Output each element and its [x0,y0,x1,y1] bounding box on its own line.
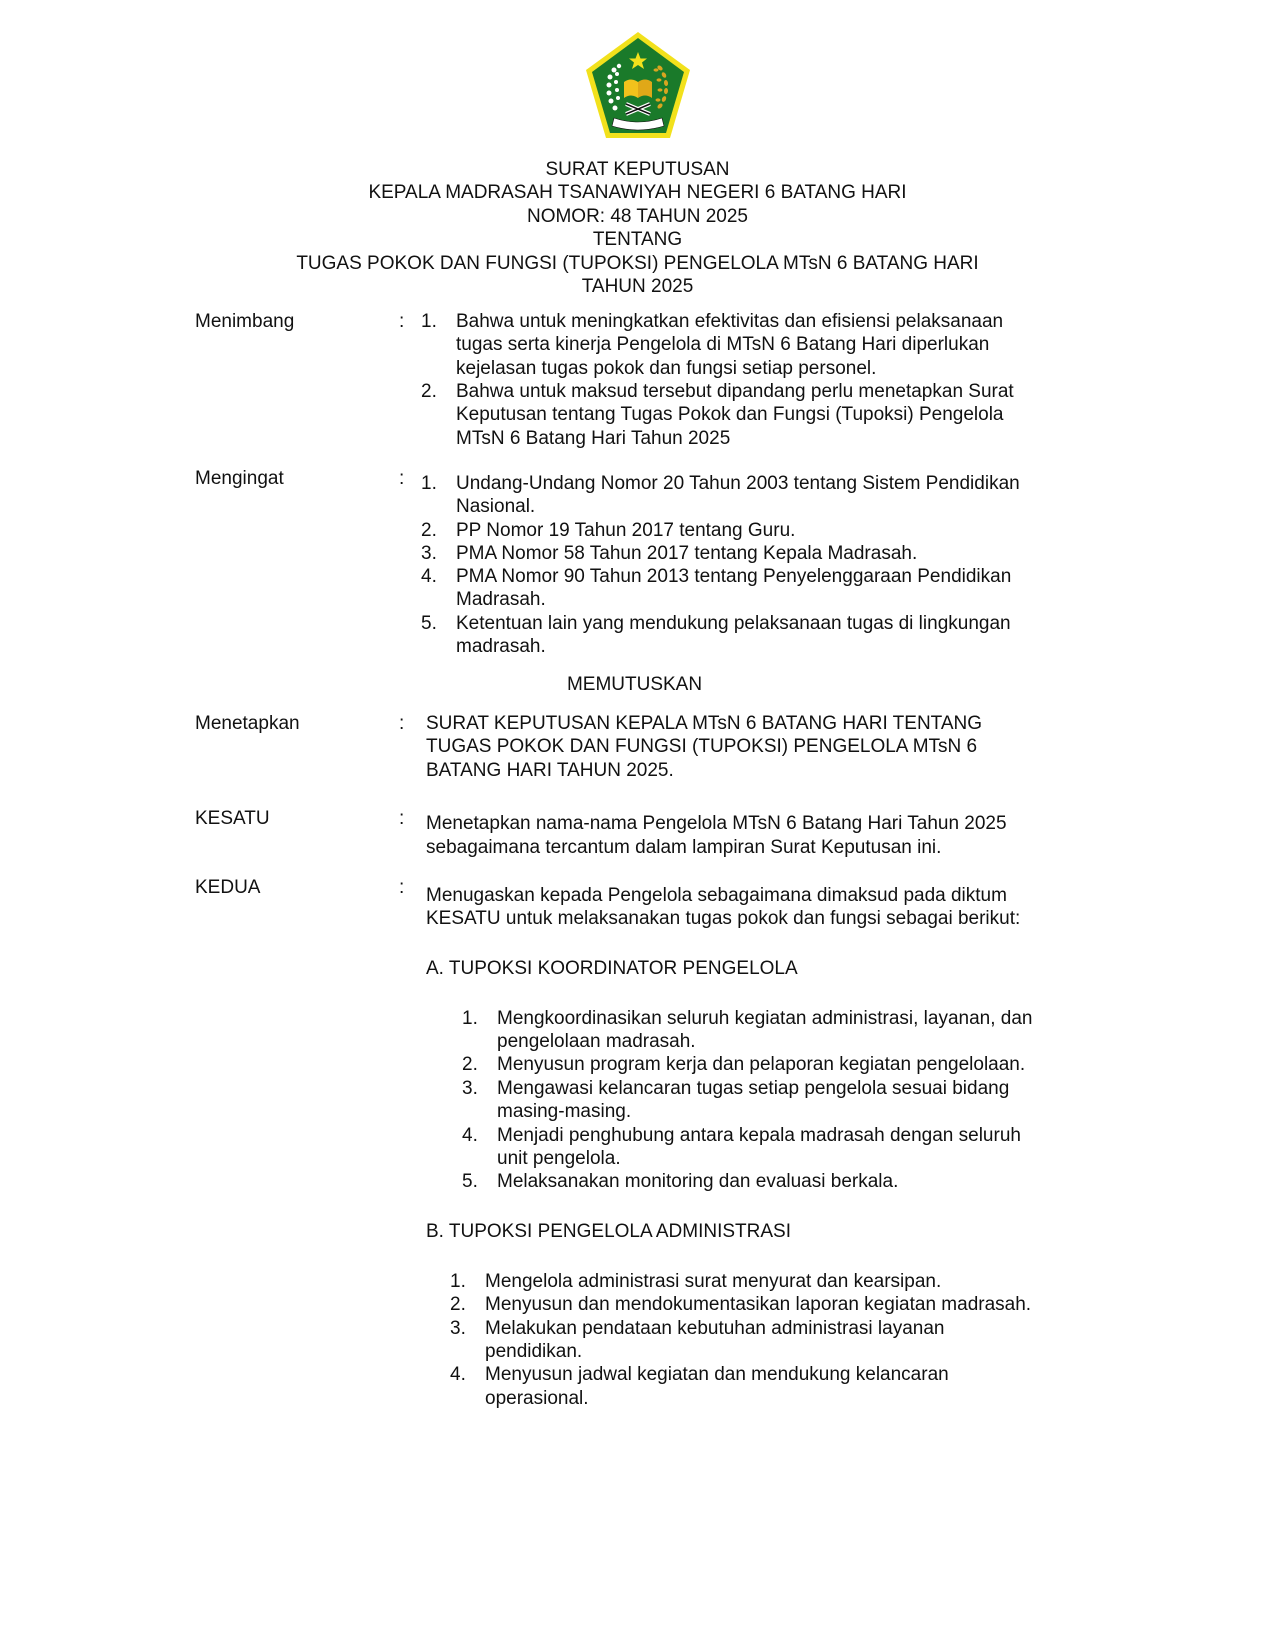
menetapkan-line: BATANG HARI TAHUN 2025. [426,760,674,781]
memutuskan-heading: MEMUTUSKAN [566,674,703,695]
section-a-title: A. TUPOKSI KOORDINATOR PENGELOLA [426,958,798,979]
mengingat-item-line: PP Nomor 19 Tahun 2017 tentang Guru. [456,520,796,541]
menimbang-item-line: Bahwa untuk meningkatkan efektivitas dan efisiensi pelaksanaan [456,311,1004,332]
menetapkan-line: SURAT KEPUTUSAN KEPALA MTsN 6 BATANG HARI TENTANG [426,713,983,734]
mengingat-item-line: Nasional. [456,496,536,517]
menimbang-item-line: MTsN 6 Batang Hari Tahun 2025 [456,428,731,449]
section-a-item-line: Mengkoordinasikan seluruh kegiatan administrasi, layanan, dan [497,1008,1033,1029]
mengingat-item-line: Undang-Undang Nomor 20 Tahun 2003 tentang Sistem Pendidikan [456,473,1020,494]
kesatu-line: sebagaimana tercantum dalam lampiran Surat Keputusan ini. [426,837,942,858]
section-a-item-line: Menyusun program kerja dan pelaporan kegiatan pengelolaan. [497,1054,1026,1075]
section-a-num: 4. [462,1125,478,1146]
header-title: SURAT KEPUTUSAN [545,159,730,180]
kesatu-colon: : [399,808,405,829]
mengingat-item-line: Ketentuan lain yang mendukung pelaksanaan tugas di lingkungan [456,613,1011,634]
menimbang-label: Menimbang [195,311,295,332]
section-b-item-line: Menyusun jadwal kegiatan dan mendukung kelancaran [485,1364,949,1385]
kesatu-line: Menetapkan nama-nama Pengelola MTsN 6 Batang Hari Tahun 2025 [426,813,1007,834]
document-header [0,158,1275,298]
section-a-num: 2. [462,1054,478,1075]
header-number: NOMOR: 48 TAHUN 2025 [526,205,749,227]
section-b-num: 4. [450,1364,466,1385]
mengingat-num: 4. [421,566,437,587]
menimbang-item-line: kejelasan tugas pokok dan fungsi setiap personel. [456,358,877,379]
menimbang-item-line: tugas serta kinerja Pengelola di MTsN 6 Batang Hari diperlukan [456,334,990,355]
section-b-item-line: operasional. [485,1388,589,1409]
section-b-num: 2. [450,1294,466,1315]
section-a-num: 3. [462,1078,478,1099]
header-issuer: KEPALA MADRASAH TSANAWIYAH NEGERI 6 BATANG HARI [368,182,907,204]
section-a-num: 5. [462,1171,478,1192]
mengingat-item-line: madrasah. [456,636,546,657]
mengingat-num: 1. [421,473,437,494]
menetapkan-colon: : [399,713,405,734]
mengingat-label: Mengingat [195,468,284,489]
section-a-item-line: Melaksanakan monitoring dan evaluasi berkala. [497,1171,899,1192]
mengingat-item-line: PMA Nomor 58 Tahun 2017 tentang Kepala Madrasah. [456,543,918,564]
section-b-item-line: Mengelola administrasi surat menyurat dan kearsipan. [485,1271,942,1292]
menimbang-item-line: Keputusan tentang Tugas Pokok dan Fungsi (Tupoksi) Pengelola [456,404,1004,425]
section-b-num: 3. [450,1318,466,1339]
kedua-label: KEDUA [195,877,261,898]
menimbang-num: 2. [421,381,437,402]
kedua-colon: : [399,877,405,898]
kemenag-logo [584,30,692,142]
mengingat-item-line: Madrasah. [456,589,546,610]
section-b-item-line: Menyusun dan mendokumentasikan laporan kegiatan madrasah. [485,1294,1032,1315]
section-b-title: B. TUPOKSI PENGELOLA ADMINISTRASI [426,1221,791,1242]
mengingat-num: 2. [421,520,437,541]
section-b-item-line: pendidikan. [485,1341,583,1362]
section-b-item-line: Melakukan pendataan kebutuhan administrasi layanan [485,1318,945,1339]
mengingat-item-line: PMA Nomor 90 Tahun 2013 tentang Penyelenggaraan Pendidikan [456,566,1012,587]
section-a-item-line: Menjadi penghubung antara kepala madrasah dengan seluruh [497,1125,1021,1146]
menimbang-item-line: Bahwa untuk maksud tersebut dipandang perlu menetapkan Surat [456,381,1014,402]
kedua-line: Menugaskan kepada Pengelola sebagaimana dimaksud pada diktum [426,885,1007,906]
section-a-item-line: masing-masing. [497,1101,632,1122]
mengingat-num: 3. [421,543,437,564]
kesatu-label: KESATU [195,808,270,829]
header-subject: TUGAS POKOK DAN FUNGSI (TUPOKSI) PENGELOLA MTsN 6 BATANG HARI [296,252,979,274]
section-a-item-line: pengelolaan madrasah. [497,1031,696,1052]
mengingat-num: 5. [421,613,437,634]
mengingat-colon: : [399,468,405,489]
menimbang-colon: : [399,311,405,332]
header-tentang: TENTANG [592,229,683,251]
section-b-num: 1. [450,1271,466,1292]
menimbang-num: 1. [421,311,437,332]
menetapkan-line: TUGAS POKOK DAN FUNGSI (TUPOKSI) PENGELOLA MTsN 6 [426,736,978,757]
kedua-line: KESATU untuk melaksanakan tugas pokok dan fungsi sebagai berikut: [426,908,1021,929]
header-year: TAHUN 2025 [581,276,694,298]
section-a-item-line: Mengawasi kelancaran tugas setiap pengelola sesuai bidang [497,1078,1010,1099]
section-a-num: 1. [462,1008,478,1029]
section-a-item-line: unit pengelola. [497,1148,621,1169]
menetapkan-label: Menetapkan [195,713,300,734]
